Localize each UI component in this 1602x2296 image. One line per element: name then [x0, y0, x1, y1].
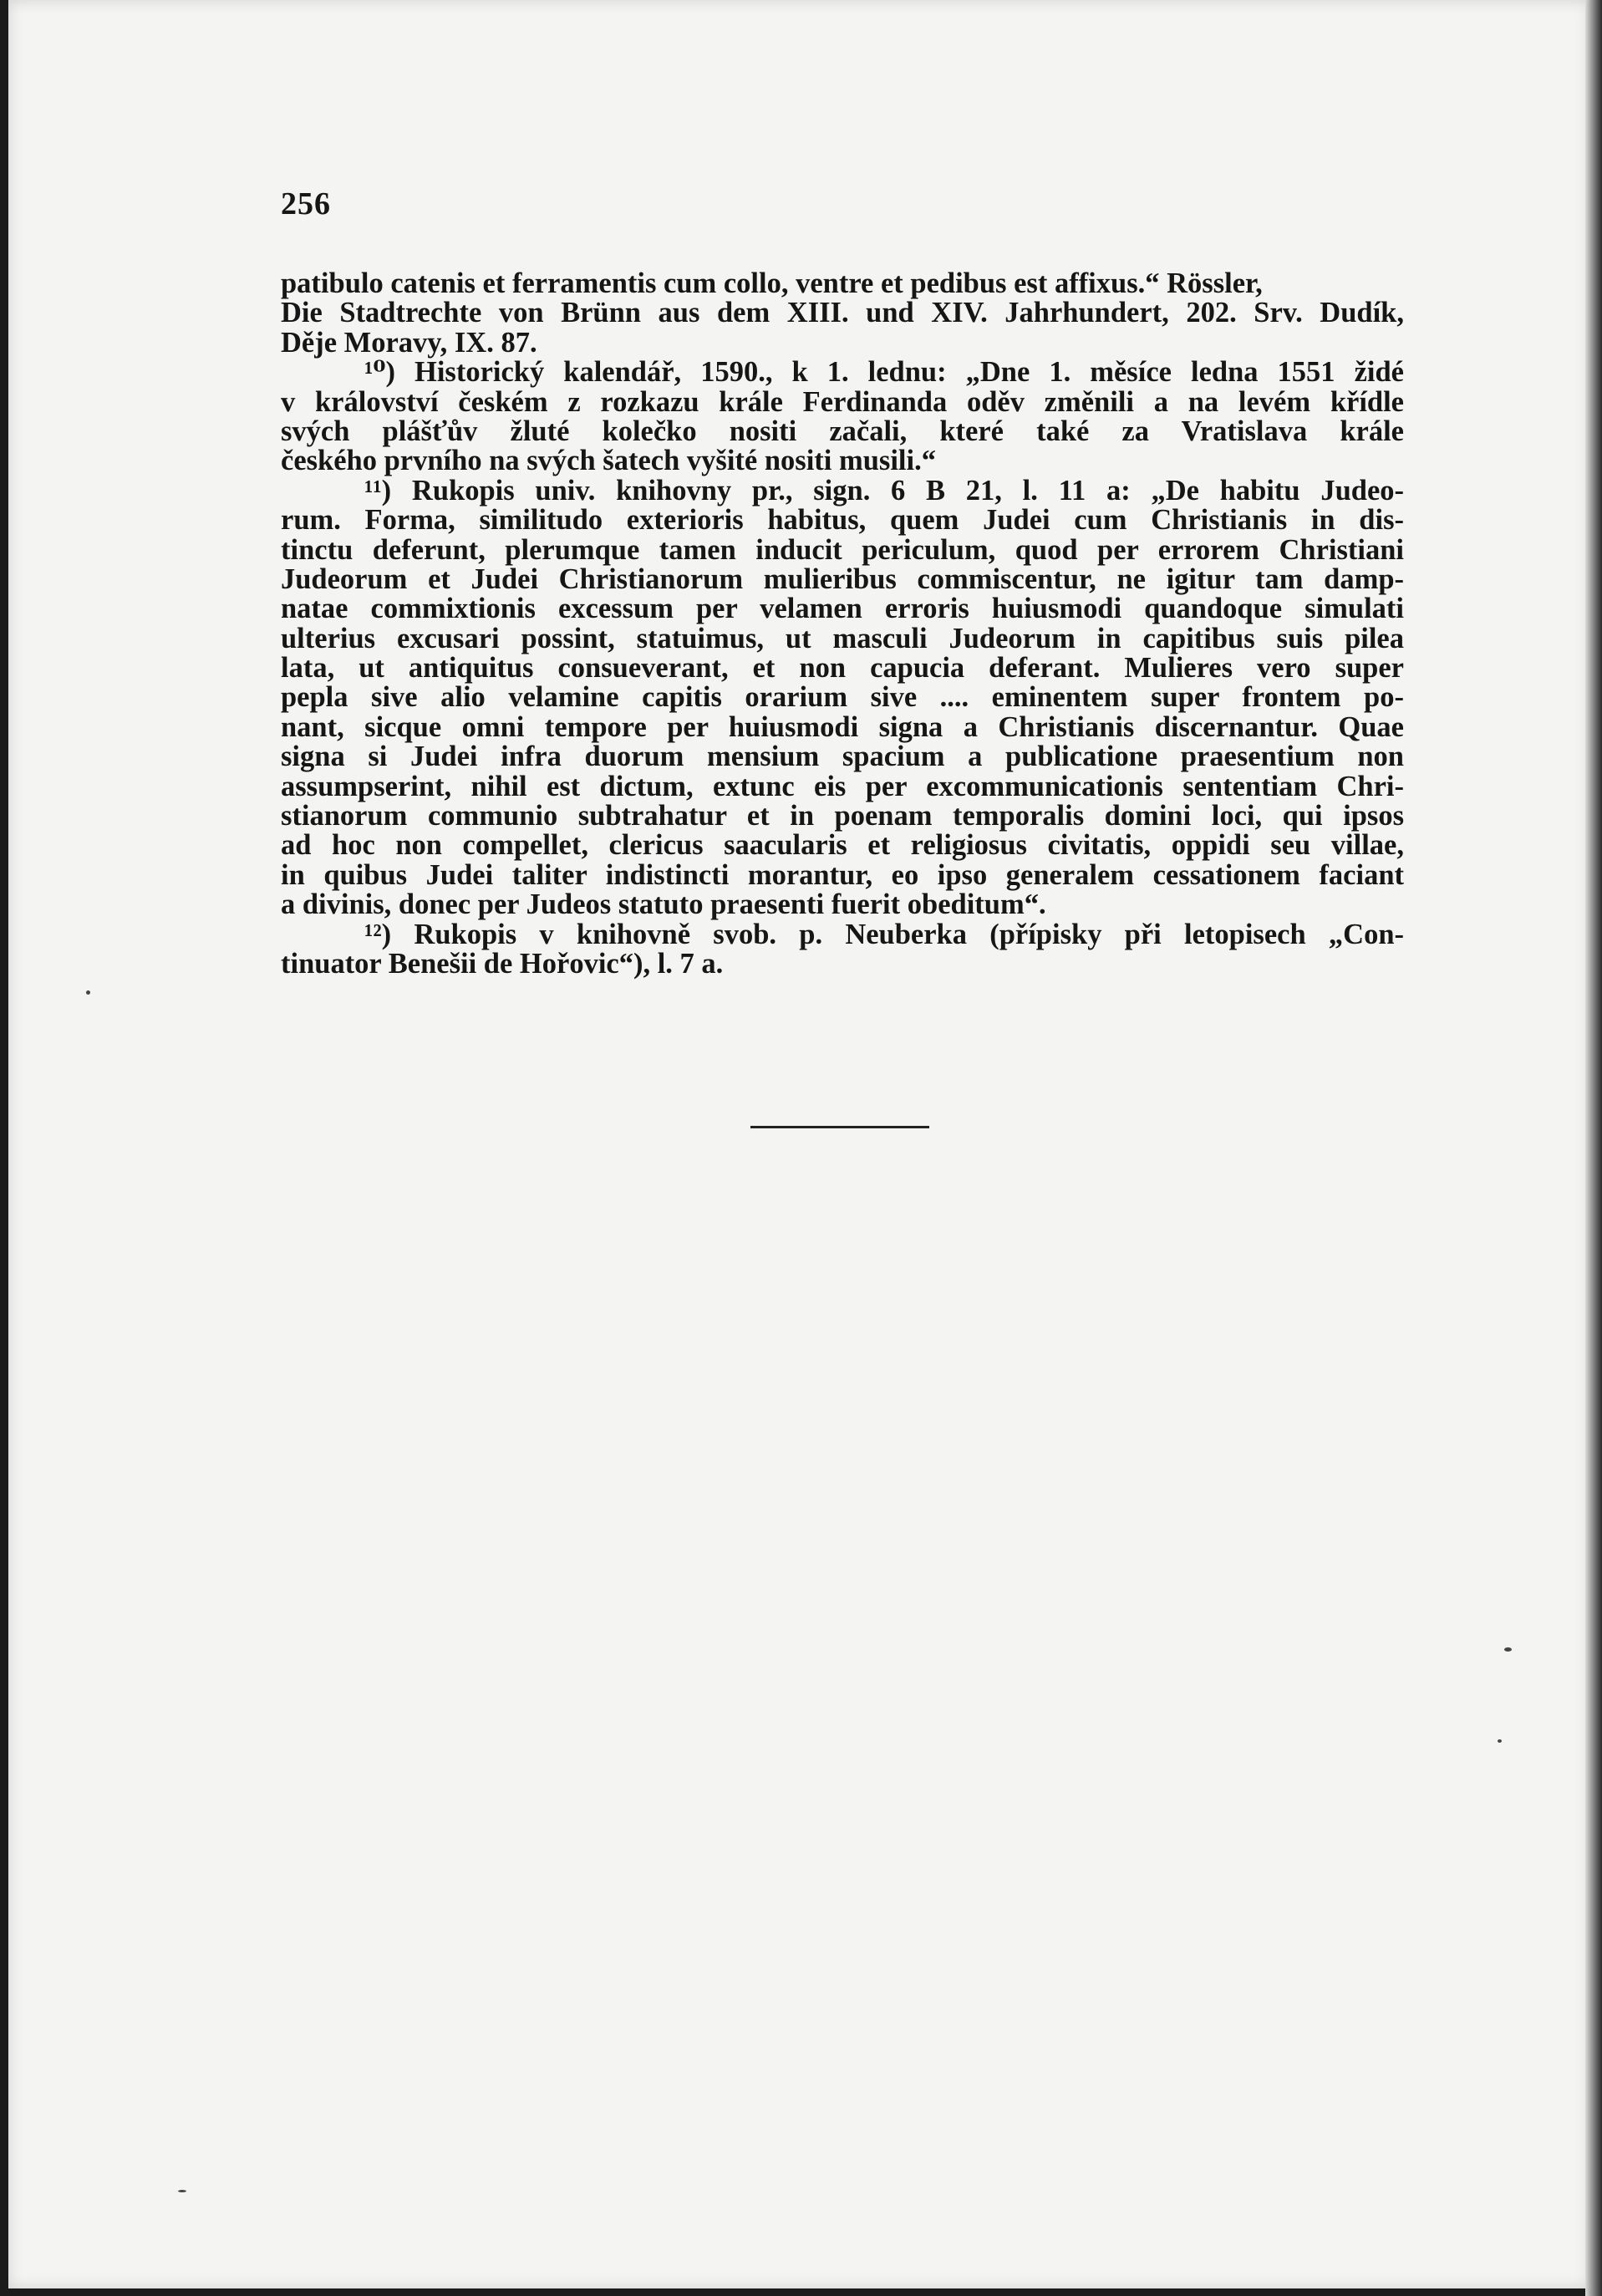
text-line: ulterius excusari possint, statuimus, ut masculi Judeorum in capitibus suis pilea: [281, 622, 1404, 654]
text-line: tinuator Benešii de Hořovic“), l. 7 a.: [281, 947, 724, 980]
page-number: 256: [281, 186, 331, 221]
text-line: patibulo catenis et ferramentis cum collo, ventre et pedibus est affixus.“ Rössler,: [281, 267, 1263, 299]
text-line: českého prvního na svých šatech vyšité nositi musili.“: [281, 445, 936, 477]
separator-rule: [750, 1126, 929, 1128]
footnotes-text: [281, 269, 1404, 979]
scan-speck: [86, 990, 90, 995]
scan-speck: [178, 2190, 186, 2192]
text-line: Děje Moravy, IX. 87.: [281, 326, 537, 359]
text-line: rum. Forma, similitudo exterioris habitus, quem Judei cum Christianis in dis-: [281, 504, 1404, 537]
text-line: lata, ut antiquitus consueverant, et non capucia deferant. Mulieres vero super: [281, 652, 1404, 685]
footnote-12-start: ¹²) Rukopis v knihovně svob. p. Neuberka (přípisky při letopisech „Con-: [364, 918, 1404, 950]
text-line: pepla sive alio velamine capitis orarium sive .... eminentem super frontem po-: [281, 681, 1404, 714]
text-line: natae commixtionis excessum per velamen erroris huiusmodi quandoque simulati: [281, 593, 1404, 625]
footnote-10-start: ¹⁰) Historický kalendář, 1590., k 1. lednu: „Dne 1. měsíce ledna 1551 židé: [364, 356, 1404, 389]
text-line: in quibus Judei taliter indistincti morantur, eo ipso generalem cessationem faciant: [281, 858, 1404, 891]
text-line: a divinis, donec per Judeos statuto praesenti fuerit obeditum“.: [281, 888, 1046, 921]
text-line: ad hoc non compellet, clericus saacularis et religiosus civitatis, oppidi seu villae,: [281, 829, 1404, 862]
text-line: Die Stadtrechte von Brünn aus dem XIII. und XIV. Jahrhundert, 202. Srv. Dudík,: [281, 297, 1404, 329]
book-page: [8, 0, 1589, 2288]
scan-speck: [1498, 1739, 1502, 1743]
text-line: tinctu deferunt, plerumque tamen inducit periculum, quod per errorem Christiani: [281, 533, 1404, 566]
page-edge-shadow: [1585, 0, 1602, 2296]
text-line: assumpserint, nihil est dictum, extunc eis per excommunicationis sententiam Chri-: [281, 770, 1404, 802]
text-line: signa si Judei infra duorum mensium spacium a publicatione praesentium non: [281, 741, 1404, 773]
scan-speck: [1504, 1647, 1512, 1652]
text-line: stianorum communio subtrahatur et in poenam temporalis domini loci, qui ipsos: [281, 800, 1404, 832]
text-line: Judeorum et Judei Christianorum mulieribus commiscentur, ne igitur tam damp-: [281, 563, 1404, 595]
text-line: nant, sicque omni tempore per huiusmodi signa a Christianis discernantur. Quae: [281, 710, 1404, 743]
text-line: v království českém z rozkazu krále Ferdinanda oděv změnili a na levém křídle: [281, 385, 1404, 418]
footnote-11-start: ¹¹) Rukopis univ. knihovny pr., sign. 6 B 21, l. 11 a: „De habitu Judeo-: [364, 474, 1404, 507]
text-line: svých plášťův žluté kolečko nositi začali, které také za Vratislava krále: [281, 415, 1404, 447]
